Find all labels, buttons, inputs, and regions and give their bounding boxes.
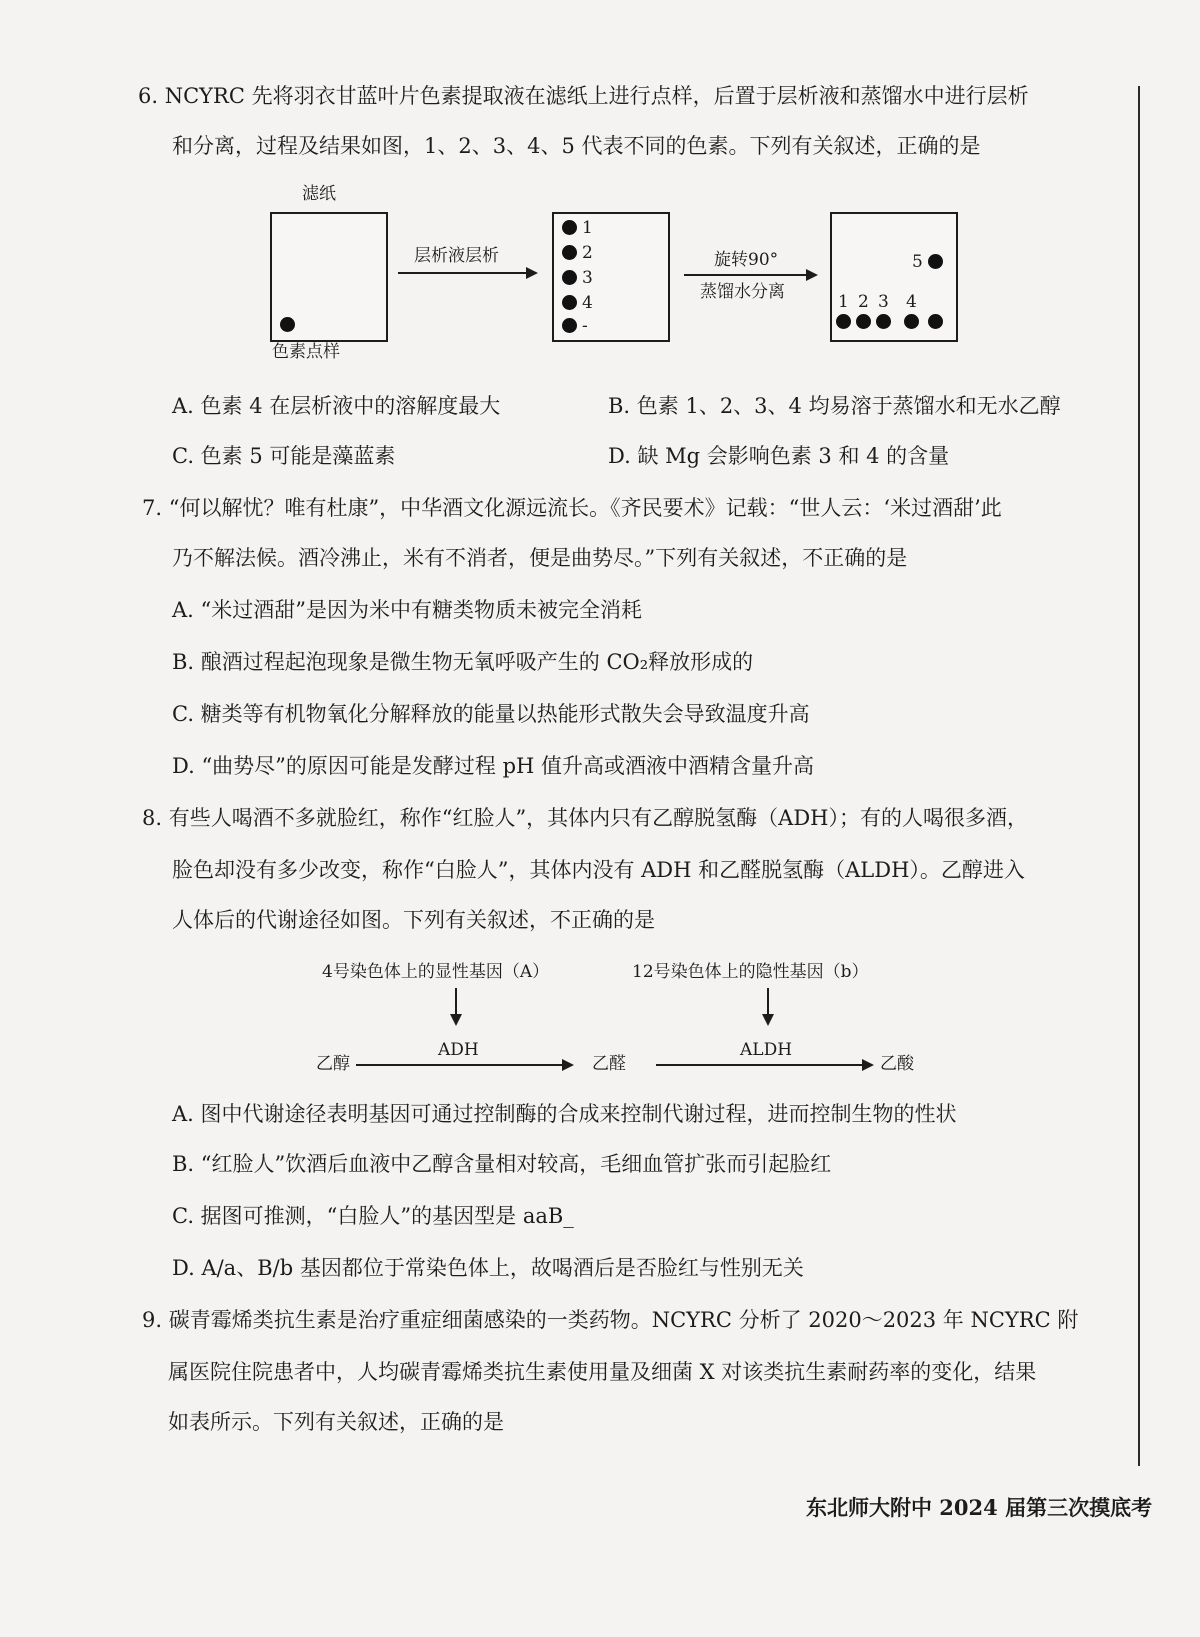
q9-stem-line3: 如表所示。下列有关叙述，正确的是 [168, 1410, 504, 1434]
ethanol-label: 乙醇 [316, 1054, 350, 1074]
sep-dot-1 [836, 314, 851, 329]
sample-dot [280, 317, 295, 332]
q8-option-c: C. 据图可推测，“白脸人”的基因型是 aaB_ [172, 1204, 574, 1228]
q6-option-d: D. 缺 Mg 会影响色素 3 和 4 的含量 [608, 444, 950, 468]
q8-option-b: B. “红脸人”饮酒后血液中乙醇含量相对较高，毛细血管扩张而引起脸红 [172, 1152, 832, 1176]
gene-a-arrow-head [450, 1014, 462, 1026]
filter-paper-original [270, 212, 388, 342]
q9-stem-line1: 9. 碳青霉烯类抗生素是治疗重症细菌感染的一类药物。NCYRC 分析了 2020～2023 年 NCYRC 附 [142, 1308, 1079, 1332]
q6-stem-line1: 6. NCYRC 先将羽衣甘蓝叶片色素提取液在滤纸上进行点样，后置于层析液和蒸馏水中进行层析 [138, 84, 1029, 108]
pigment-dot-3 [562, 270, 577, 285]
page-footer: 东北师大附中 2024 届第三次摸底考 [806, 1495, 1153, 1520]
pathway-arrow2-line [656, 1064, 864, 1066]
sep-label-3: 3 [878, 292, 889, 312]
pathway-arrow1-head [562, 1059, 574, 1071]
paper-label: 滤纸 [302, 184, 336, 204]
q6-option-a: A. 色素 4 在层析液中的溶解度最大 [172, 394, 501, 418]
pigment-dot-5 [562, 318, 577, 333]
sep-label-2: 2 [858, 292, 869, 312]
pathway-arrow1-line [356, 1064, 564, 1066]
sep-dot-4 [904, 314, 919, 329]
pigment-label-5-separated: 5 [912, 252, 923, 272]
pathway-arrow2-head [862, 1059, 874, 1071]
gene-b-label: 12号染色体上的隐性基因（b） [632, 962, 869, 982]
gene-b-arrow-head [762, 1014, 774, 1026]
arrow1-label: 层析液层析 [414, 246, 499, 266]
q8-option-a: A. 图中代谢途径表明基因可通过控制酶的合成来控制代谢过程，进而控制生物的性状 [172, 1102, 957, 1126]
gene-b-arrow-line [767, 988, 769, 1016]
acetic-acid-label: 乙酸 [880, 1054, 914, 1074]
sep-label-1: 1 [838, 292, 849, 312]
q6-option-c: C. 色素 5 可能是藻蓝素 [172, 444, 396, 468]
q6-option-b: B. 色素 1、2、3、4 均易溶于蒸馏水和无水乙醇 [608, 394, 1061, 418]
sample-label: 色素点样 [272, 342, 340, 362]
pigment-label-4: 4 [582, 293, 593, 313]
filter-paper-after-chromatography [552, 212, 670, 342]
arrow2-head [806, 269, 818, 281]
enzyme-adh-label: ADH [438, 1040, 479, 1060]
acetaldehyde-label: 乙醛 [592, 1054, 626, 1074]
pigment-label-2: 2 [582, 243, 593, 263]
q7-option-c: C. 糖类等有机物氧化分解释放的能量以热能形式散失会导致温度升高 [172, 702, 810, 726]
q8-option-d: D. A/a、B/b 基因都位于常染色体上，故喝酒后是否脸红与性别无关 [172, 1256, 804, 1280]
pigment-label-3: 3 [582, 268, 593, 288]
pigment-dot-1 [562, 220, 577, 235]
sep-dot-2 [856, 314, 871, 329]
arrow1-line [398, 272, 528, 274]
sep-label-4: 4 [906, 292, 917, 312]
gene-a-label: 4号染色体上的显性基因（A） [322, 962, 550, 982]
q8-stem-line1: 8. 有些人喝酒不多就脸红，称作“红脸人”，其体内只有乙醇脱氢酶（ADH）；有的人喝很多酒， [142, 806, 1028, 830]
filter-paper-after-separation [830, 212, 958, 342]
q7-option-a: A. “米过酒甜”是因为米中有糖类物质未被完全消耗 [172, 598, 642, 622]
pigment-dot-2 [562, 245, 577, 260]
page-margin-rule [1138, 86, 1140, 1466]
q7-stem-line1: 7. “何以解忧？唯有杜康”，中华酒文化源远流长。《齐民要术》记载：“世人云：‘米过酒甜’此 [142, 496, 1002, 520]
pigment-label-1: 1 [582, 218, 593, 238]
q6-stem-line2: 和分离，过程及结果如图，1、2、3、4、5 代表不同的色素。下列有关叙述，正确的是 [172, 134, 981, 158]
pigment-dot-4 [562, 295, 577, 310]
pigment-label-5: - [582, 316, 588, 336]
sep-dot-5 [928, 314, 943, 329]
q8-stem-line2: 脸色却没有多少改变，称作“白脸人”，其体内没有 ADH 和乙醛脱氢酶（ALDH）。乙醇进入 [172, 858, 1025, 882]
q7-option-b: B. 酿酒过程起泡现象是微生物无氧呼吸产生的 CO₂释放形成的 [172, 650, 754, 674]
arrow2-line [684, 274, 808, 276]
pigment-dot-5-separated [928, 254, 943, 269]
sep-dot-3 [876, 314, 891, 329]
arrow2-label-top: 旋转90° [714, 250, 779, 270]
q9-stem-line2: 属医院住院患者中，人均碳青霉烯类抗生素使用量及细菌 X 对该类抗生素耐药率的变化，结果 [168, 1360, 1037, 1384]
q8-stem-line3: 人体后的代谢途径如图。下列有关叙述，不正确的是 [172, 908, 655, 932]
arrow2-label-bottom: 蒸馏水分离 [700, 282, 785, 302]
gene-a-arrow-line [455, 988, 457, 1016]
arrow1-head [526, 267, 538, 279]
enzyme-aldh-label: ALDH [740, 1040, 793, 1060]
q7-option-d: D. “曲势尽”的原因可能是发酵过程 pH 值升高或酒液中酒精含量升高 [172, 754, 815, 778]
q7-stem-line2: 乃不解法候。酒冷沸止，米有不消者，便是曲势尽。”下列有关叙述，不正确的是 [172, 546, 908, 570]
